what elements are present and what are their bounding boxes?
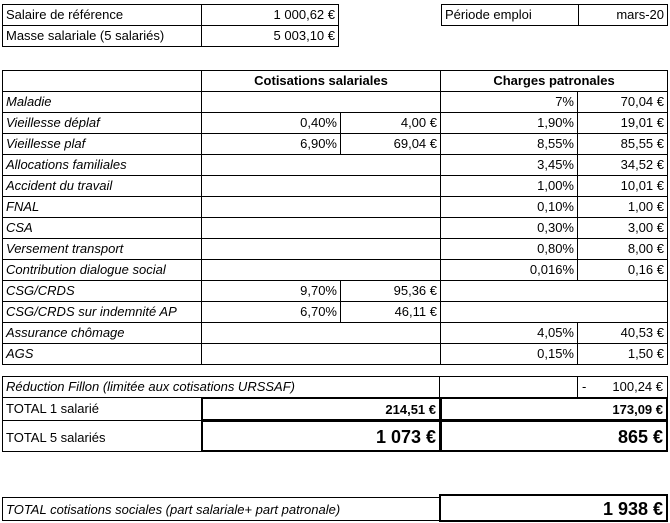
row-salariale-rate: 6,90% [201, 133, 341, 155]
row-patronale-rate [440, 301, 668, 323]
total5-salariales: 1 073 € [201, 420, 441, 452]
row-patronale-rate [440, 280, 668, 302]
periode-value: mars-20 [578, 4, 668, 26]
row-patronale-rate: 4,05% [440, 322, 578, 344]
periode-label: Période emploi [441, 4, 579, 26]
row-patronale-rate: 1,00% [440, 175, 578, 197]
row-label: CSG/CRDS [2, 280, 202, 302]
row-patronale-amount: 19,01 € [577, 112, 668, 134]
header-empty [2, 70, 202, 92]
row-label: Vieillesse plaf [2, 133, 202, 155]
salaire-value: 1 000,62 € [201, 4, 339, 26]
row-label: FNAL [2, 196, 202, 218]
total1-patronales: 173,09 € [440, 397, 668, 421]
header-patronales: Charges patronales [440, 70, 668, 92]
row-label: AGS [2, 343, 202, 365]
row-salariale-rate [201, 259, 441, 281]
salaire-label: Salaire de référence [2, 4, 202, 26]
row-patronale-amount: 8,00 € [577, 238, 668, 260]
fillon-label: Réduction Fillon (limitée aux cotisations URSSAF) [2, 376, 440, 398]
row-patronale-amount: 10,01 € [577, 175, 668, 197]
row-label: Vieillesse déplaf [2, 112, 202, 134]
row-patronale-amount: 3,00 € [577, 217, 668, 239]
total5-patronales: 865 € [440, 420, 668, 452]
masse-value: 5 003,10 € [201, 25, 339, 47]
row-salariale-rate [201, 175, 441, 197]
row-patronale-amount: 1,50 € [577, 343, 668, 365]
masse-label: Masse salariale (5 salariés) [2, 25, 202, 47]
row-salariale-rate [201, 91, 441, 113]
total5-label: TOTAL 5 salariés [2, 420, 202, 452]
grand-total-value: 1 938 € [439, 494, 668, 522]
row-salariale-amount: 69,04 € [340, 133, 441, 155]
row-salariale-amount: 4,00 € [340, 112, 441, 134]
row-label: CSG/CRDS sur indemnité AP [2, 301, 202, 323]
row-patronale-rate: 0,10% [440, 196, 578, 218]
row-label: Allocations familiales [2, 154, 202, 176]
row-salariale-rate [201, 238, 441, 260]
row-patronale-rate: 0,30% [440, 217, 578, 239]
row-salariale-rate [201, 217, 441, 239]
row-label: CSA [2, 217, 202, 239]
row-label: Maladie [2, 91, 202, 113]
row-label: Accident du travail [2, 175, 202, 197]
row-salariale-rate [201, 343, 441, 365]
row-salariale-rate: 0,40% [201, 112, 341, 134]
row-patronale-rate: 3,45% [440, 154, 578, 176]
total1-label: TOTAL 1 salarié [2, 397, 202, 421]
row-patronale-amount: 34,52 € [577, 154, 668, 176]
total1-salariales: 214,51 € [201, 397, 441, 421]
row-salariale-rate: 9,70% [201, 280, 341, 302]
row-salariale-rate [201, 154, 441, 176]
row-patronale-amount: 1,00 € [577, 196, 668, 218]
fillon-sign: - [582, 379, 587, 394]
row-patronale-amount: 70,04 € [577, 91, 668, 113]
row-patronale-amount: 40,53 € [577, 322, 668, 344]
fillon-amount-cell [577, 376, 668, 398]
fillon-rate-cell [439, 376, 578, 398]
header-salariales: Cotisations salariales [201, 70, 441, 92]
row-patronale-rate: 0,016% [440, 259, 578, 281]
row-salariale-amount: 46,11 € [340, 301, 441, 323]
row-salariale-amount: 95,36 € [340, 280, 441, 302]
row-salariale-rate [201, 196, 441, 218]
row-patronale-rate: 0,80% [440, 238, 578, 260]
grand-total-label: TOTAL cotisations sociales (part salariale+ part patronale) [2, 497, 440, 521]
row-label: Contribution dialogue social [2, 259, 202, 281]
fillon-amount: 100,24 € [612, 379, 663, 394]
row-patronale-rate: 0,15% [440, 343, 578, 365]
row-patronale-amount: 85,55 € [577, 133, 668, 155]
row-patronale-rate: 1,90% [440, 112, 578, 134]
row-patronale-rate: 8,55% [440, 133, 578, 155]
row-salariale-rate [201, 322, 441, 344]
row-label: Versement transport [2, 238, 202, 260]
row-label: Assurance chômage [2, 322, 202, 344]
row-patronale-rate: 7% [440, 91, 578, 113]
row-salariale-rate: 6,70% [201, 301, 341, 323]
row-patronale-amount: 0,16 € [577, 259, 668, 281]
